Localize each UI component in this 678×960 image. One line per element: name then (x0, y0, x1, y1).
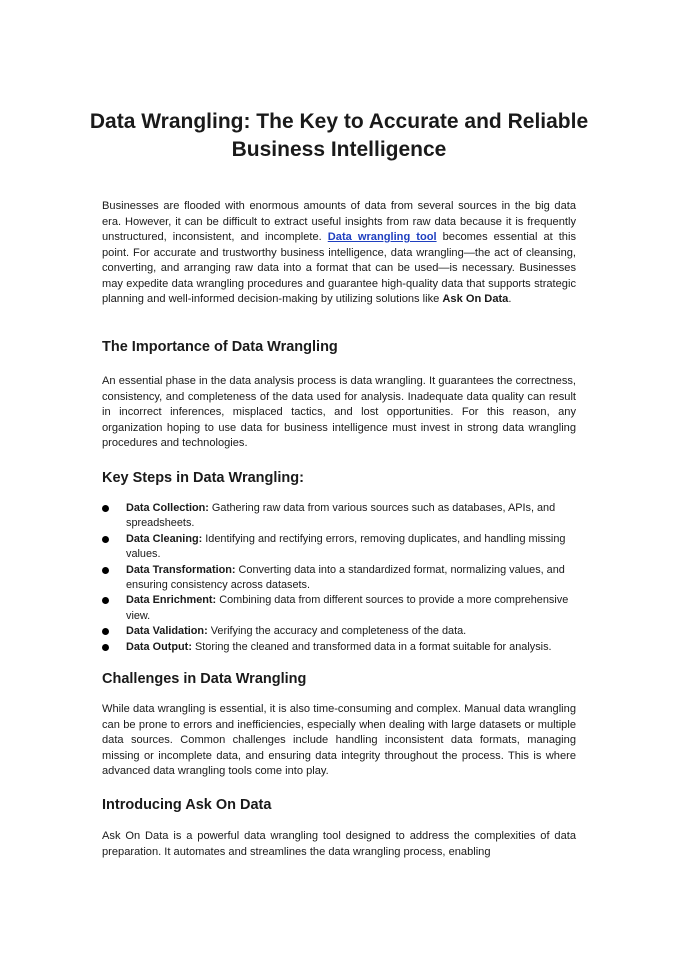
step-label: Data Transformation: (126, 563, 236, 576)
intro-text-before-link: Businesses are flooded with enormous amounts of data from several sources in the big data era. However, it can be difficult to extract useful insights from raw data because it is frequently unstructured, inconsistent, and incomplete. (102, 200, 576, 243)
ask-on-data-bold: Ask On Data (442, 293, 509, 305)
bullet-icon (102, 567, 109, 574)
step-text: Verifying the accuracy and completeness of the data. (207, 625, 467, 638)
step-label: Data Collection: (126, 502, 209, 514)
step-text: Identifying and rectifying errors, removing duplicates, and handling missing values. (126, 532, 566, 561)
data-wrangling-tool-link[interactable]: Data wrangling tool (327, 231, 437, 243)
step-text: Combining data from different sources to provide a more comprehensive view. (126, 594, 569, 622)
list-item (102, 640, 578, 655)
intro-text-after-link: becomes essential at this point. For accurate and trustworthy business intelligence, data wrangling—the act of cleansing, converting, and arranging raw data into a format that can be used—is necessary. Businesses may expedite data wrangling procedures and guarantee high-quality data that supports strategic planning and well-informed decision-making by utilizing solutions like (102, 231, 576, 305)
intro-end: . (508, 293, 512, 305)
bullet-icon (102, 505, 109, 512)
bullet-icon (102, 597, 109, 604)
key-steps-heading: Key Steps in Data Wrangling: (102, 470, 304, 486)
challenges-heading: Challenges in Data Wrangling (102, 671, 307, 687)
introducing-heading: Introducing Ask On Data (102, 797, 272, 813)
list-item (102, 501, 578, 532)
challenges-paragraph: While data wrangling is essential, it is also time-consuming and complex. Manual data wrangling can be prone to errors and inefficiencies, especially when dealing with large datasets or multiple data sources. Common challenges include handling inconsistent data formats, managing missing or incomplete data, and ensuring data integrity throughout the process. This is where advanced data wrangling tools come into play. (102, 703, 576, 777)
step-label: Data Output: (126, 640, 192, 653)
bullet-icon (102, 628, 109, 635)
step-text: Converting data into a standardized format, normalizing values, and ensuring consistency across datasets. (126, 563, 565, 592)
document-title: Data Wrangling: The Key to Accurate and Reliable Business Intelligence (89, 110, 589, 161)
step-label: Data Enrichment: (126, 594, 217, 607)
list-item (102, 624, 578, 639)
introducing-paragraph: Ask On Data is a powerful data wrangling tool designed to address the complexities of data preparation. It automates and streamlines the data wrangling process, enabling (102, 830, 576, 858)
list-item (102, 532, 578, 563)
key-steps-list (102, 501, 578, 655)
list-item (102, 563, 578, 594)
intro-paragraph (102, 199, 576, 308)
step-label: Data Cleaning: (126, 532, 203, 545)
bullet-icon (102, 536, 109, 543)
bullet-icon (102, 644, 109, 651)
step-text: Gathering raw data from various sources such as databases, APIs, and spreadsheets. (126, 502, 556, 530)
importance-paragraph: An essential phase in the data analysis process is data wrangling. It guarantees the correctness, consistency, and completeness of the data used for analysis. Inadequate data quality can result in incorrect inferences, misplaced tactics, and lost opportunities. For this reason, any organization hoping to use data for business intelligence must invest in strong data wrangling procedures and technologies. (102, 375, 576, 449)
step-label: Data Validation: (126, 625, 208, 638)
step-text: Storing the cleaned and transformed data in a format suitable for analysis. (191, 640, 552, 653)
list-item (102, 593, 578, 624)
importance-heading: The Importance of Data Wrangling (102, 339, 338, 355)
